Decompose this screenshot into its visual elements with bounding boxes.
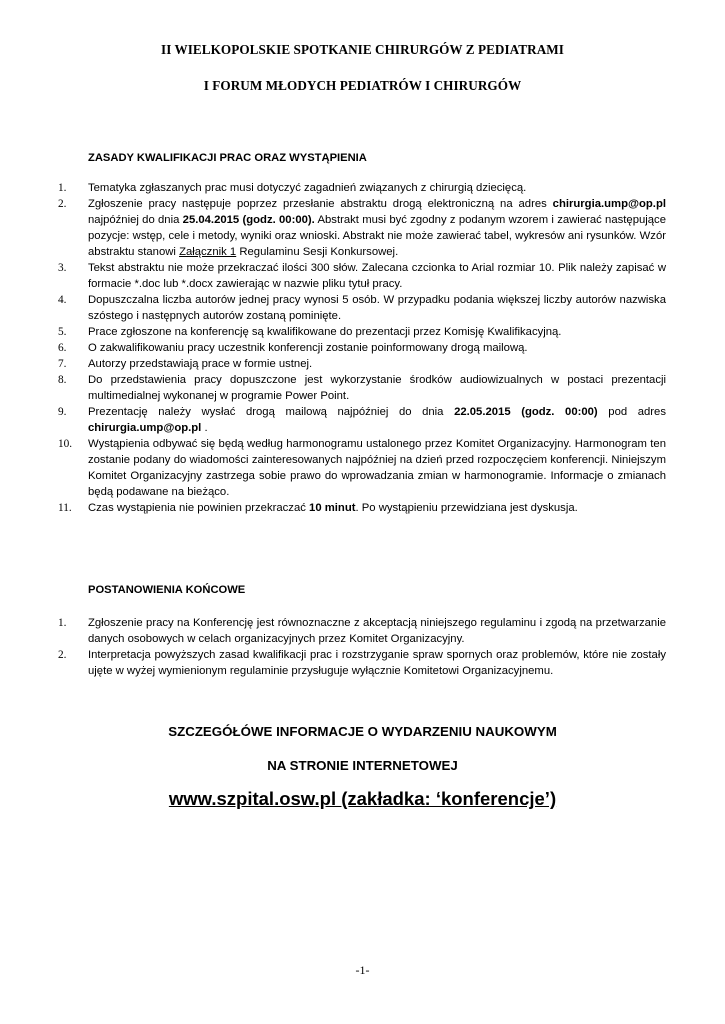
list-item-text: . xyxy=(201,422,208,434)
list-item-number: 2. xyxy=(58,198,67,210)
list-item xyxy=(58,356,666,372)
list-item-text: Tematyka zgłaszanych prac musi dotyczyć zagadnień związanych z chirurgią dziecięcą. xyxy=(88,182,527,194)
list-item-text: pod adres xyxy=(597,406,666,418)
list-item-text: Prezentację należy wysłać drogą mailową najpóźniej do dnia xyxy=(88,406,455,418)
list-item-text: Wystąpienia odbywać się będą według harmonogramu ustalonego przez Komitet Organizacyjny. Harmonogram ten zostanie podany do wiadomości zainteresowanych najpóźniej na dzień przed rozpoczęciem konferencji. Niniejszym Komitet Organizacyjny zastrzega sobie prawo do wprowadzania zmian w harmonogramie. Informacje o zmianach będą podawane na bieżąco. xyxy=(88,438,666,498)
list-item-text: Interpretacja powyższych zasad kwalifikacji prac i rozstrzyganie spraw spornych oraz problemów, które nie zostały ujęte w wyżej wymienionym regulaminie przysługuje wyłącznie Komitetowi Organizacyjnemu. xyxy=(88,649,666,677)
website-link[interactable]: www.szpital.osw.pl (zakładka: ‘konferencje’) xyxy=(168,788,557,809)
list-item-number: 10. xyxy=(58,438,73,450)
list-item-text: . Po wystąpieniu przewidziana jest dyskusja. xyxy=(355,502,578,514)
list-item-number: 9. xyxy=(58,406,67,418)
list-item xyxy=(58,436,666,500)
list-item-number: 5. xyxy=(58,326,67,338)
list-item-number: 1. xyxy=(58,182,67,194)
qualification-rules-list xyxy=(58,180,666,516)
list-item xyxy=(58,372,666,404)
section-title-qualification: ZASADY KWALIFIKACJI PRAC ORAZ WYSTĄPIENIA xyxy=(88,152,367,164)
list-item-text: Abstrakt musi być zgodny z podanym wzorem i zawierać następujące pozycje: wstęp, cele i metody, wyniki oraz wnioski. Abstrakt nie może zawierać tabel, wykresów ani rysunków. Wzór abstraktu stanowi xyxy=(88,214,666,258)
info-line-1: SZCZEGÓŁÓWE INFORMACJE O WYDARZENIU NAUKOWYM xyxy=(168,724,557,739)
list-item xyxy=(58,260,666,292)
final-provisions-list xyxy=(58,615,666,679)
list-item-text: Prace zgłoszone na konferencję są kwalifikowane do prezentacji przez Komisję Kwalifikacyjną. xyxy=(88,326,562,338)
list-item-text: 10 minut xyxy=(309,502,356,514)
header-line-2: I FORUM MŁODYCH PEDIATRÓW I CHIRURGÓW xyxy=(203,78,522,93)
list-item-number: 6. xyxy=(58,342,67,354)
list-item xyxy=(58,180,666,196)
list-item xyxy=(58,292,666,324)
list-item-number: 1. xyxy=(58,617,67,629)
list-item-text: Zgłoszenie pracy następuje poprzez przesłanie abstraktu drogą elektroniczną na adres xyxy=(88,198,553,210)
page-number: -1- xyxy=(355,963,370,977)
list-item-text: 25.04.2015 (godz. 00:00). xyxy=(182,214,315,226)
list-item-number: 3. xyxy=(58,262,67,274)
list-item-number: 2. xyxy=(58,649,67,661)
list-item-number: 8. xyxy=(58,374,67,386)
list-item-number: 4. xyxy=(58,294,67,306)
list-item-text: Zgłoszenie pracy na Konferencję jest równoznaczne z akceptacją niniejszego regulaminu i zgodą na przetwarzanie danych osobowych w celach organizacyjnych przez Komitet Organizacyjny. xyxy=(88,617,666,645)
list-item-text: najpóźniej do dnia xyxy=(88,214,183,226)
list-item-text: O zakwalifikowaniu pracy uczestnik konferencji zostanie poinformowany drogą mailową. xyxy=(88,342,528,354)
list-item-text: chirurgia.ump@op.pl xyxy=(88,422,202,434)
list-item-text: Do przedstawienia pracy dopuszczone jest wykorzystanie środków audiowizualnych w postaci prezentacji multimedialnej wykonanej w programie Power Point. xyxy=(88,374,666,402)
list-item xyxy=(58,647,666,679)
list-item-number: 11. xyxy=(58,502,72,514)
list-item-text: Tekst abstraktu nie może przekraczać ilości 300 słów. Zalecana czcionka to Arial rozmiar 10. Plik należy zapisać w formacie *.doc lub *.docx zawierając w nazwie pliku tytuł pracy. xyxy=(88,262,666,290)
list-item xyxy=(58,615,666,647)
info-line-2: NA STRONIE INTERNETOWEJ xyxy=(267,758,458,773)
section-title-final-provisions: POSTANOWIENIA KOŃCOWE xyxy=(88,584,246,596)
list-item-text: Autorzy przedstawiają prace w formie ustnej. xyxy=(88,358,313,370)
list-item-number: 7. xyxy=(58,358,67,370)
list-item xyxy=(58,324,666,340)
attachment-reference: Załącznik 1 xyxy=(179,246,237,258)
list-item xyxy=(58,196,666,260)
list-item-text: 22.05.2015 (godz. 00:00) xyxy=(454,406,598,418)
header-line-1: II WIELKOPOLSKIE SPOTKANIE CHIRURGÓW Z PEDIATRAMI xyxy=(161,42,564,57)
list-item-text: Dopuszczalna liczba autorów jednej pracy wynosi 5 osób. W przypadku podania większej liczby autorów nazwiska szóstego i następnych autorów zostaną pominięte. xyxy=(88,294,666,322)
list-item xyxy=(58,404,666,436)
list-item-text: chirurgia.ump@op.pl xyxy=(552,198,666,210)
list-item-text: Czas wystąpienia nie powinien przekraczać xyxy=(88,502,310,514)
list-item-text: Regulaminu Sesji Konkursowej. xyxy=(236,246,399,258)
list-item xyxy=(58,500,666,516)
list-item xyxy=(58,340,666,356)
